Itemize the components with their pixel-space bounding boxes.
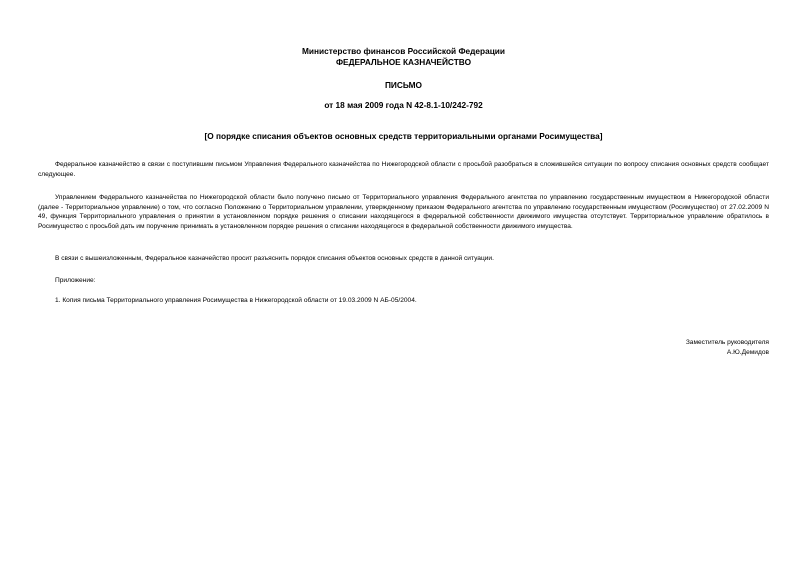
ministry-name: Министерство финансов Российской Федерации <box>301 46 506 56</box>
paragraph-2: Управлением Федерального казначейства по Нижегородской области было получено письмо от Территориального управления Федерального агентства по управлению государственным имуществом в Нижегородской области (далее - Территориальное управление) о том, что согласно Положению о Территориальном управлении, утвержденному приказом Федерального агентства по управлению государственным имуществом (Росимущество) от 27.02.2009 N 49, функция Территориального управления о принятии в установленном порядке решения о списании находящегося в федеральной собственности движимого имущества отсутствует. Территориальное управление обратилось в Росимущество с просьбой дать им поручение принимать в установленном порядке решения о списании находящегося в федеральной собственности движимого имущества. <box>38 194 769 230</box>
document-page <box>38 0 769 571</box>
attachment-label: Приложение: <box>55 277 96 284</box>
signer-position: Заместитель руководителя <box>685 339 769 346</box>
paragraph-3: В связи с вышеизложенным, Федеральное казначейство просит разъяснить порядок списания объектов основных средств в данной ситуации. <box>55 255 494 262</box>
document-type: ПИСЬМО <box>384 80 423 90</box>
document-date-number: от 18 мая 2009 года N 42-8.1-10/242-792 <box>324 100 483 110</box>
attachment-item: 1. Копия письма Территориального управления Росимущества в Нижегородской области от 19.03.2009 N АБ-05/2004. <box>55 297 417 304</box>
agency-name: ФЕДЕРАЛЬНОЕ КАЗНАЧЕЙСТВО <box>335 57 472 67</box>
signer-name: А.Ю.Демидов <box>726 349 769 356</box>
document-subject: [О порядке списания объектов основных средств территориальными органами Росимущества] <box>204 131 603 141</box>
paragraph-1: Федеральное казначейство в связи с поступившим письмом Управления Федерального казначейства по Нижегородской области с просьбой разобраться в сложившейся ситуации по вопросу списания основных средств сообщает следующее. <box>38 161 769 178</box>
